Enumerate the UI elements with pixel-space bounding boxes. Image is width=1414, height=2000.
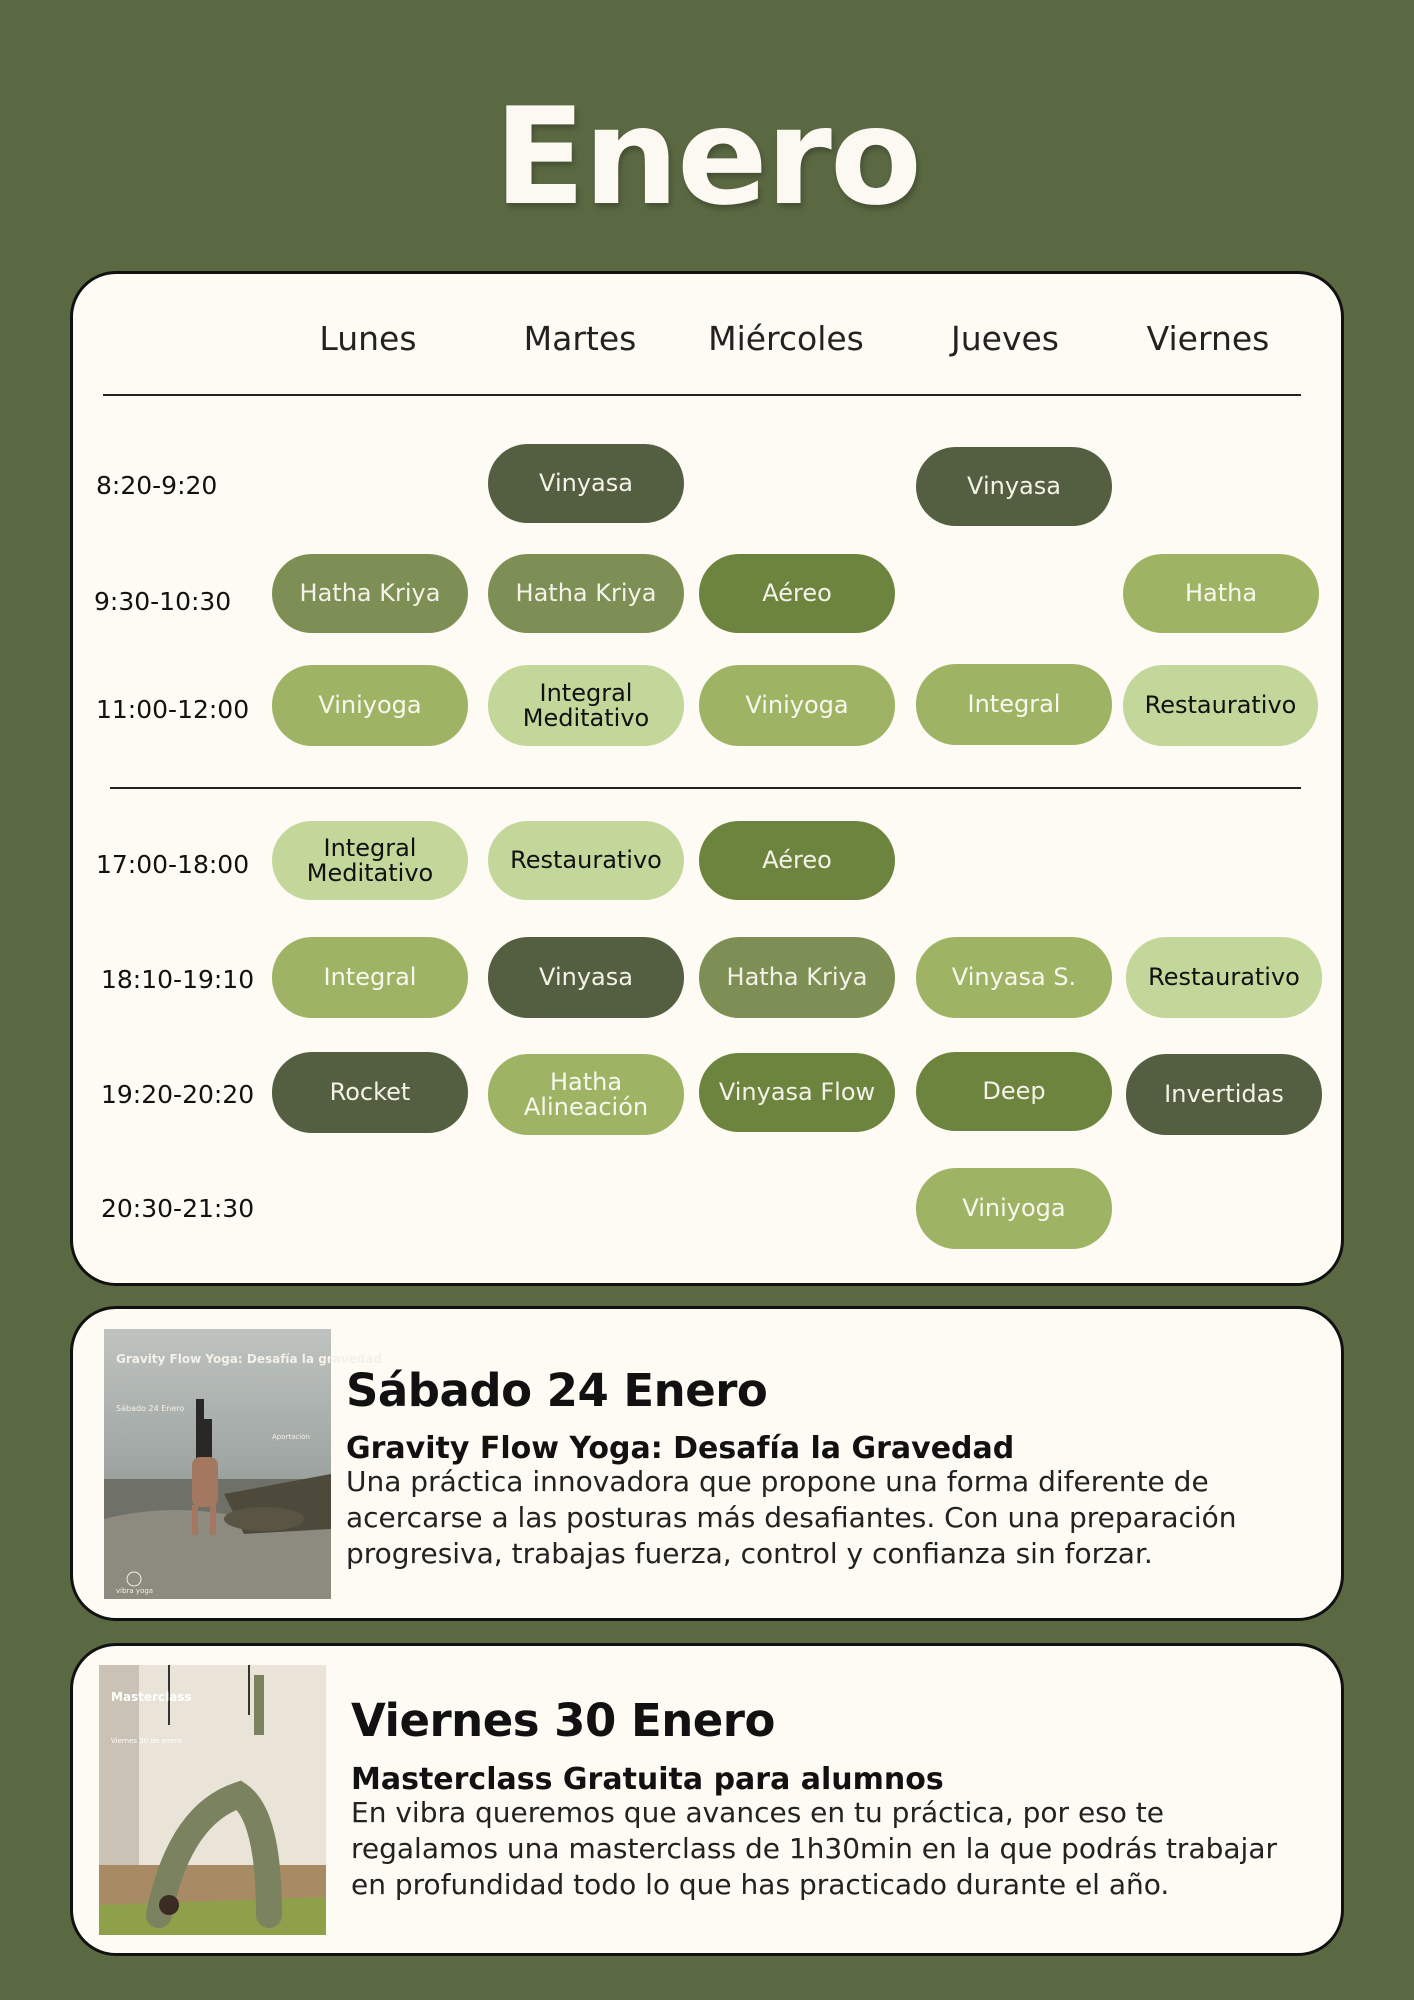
event-poster-image	[99, 1665, 326, 1935]
time-slot: 11:00-12:00	[96, 695, 250, 724]
poster-brand: vibra yoga	[116, 1587, 154, 1595]
class-aereo[interactable]: Aéreo	[699, 821, 895, 900]
poster-date: Sábado 24 Enero	[116, 1404, 185, 1413]
class-viniyoga[interactable]: Viniyoga	[699, 665, 895, 746]
time-slot: 17:00-18:00	[96, 850, 250, 879]
class-vinyasa[interactable]: Vinyasa	[488, 444, 684, 523]
event-subtitle: Gravity Flow Yoga: Desafía la Gravedad	[346, 1431, 1015, 1466]
class-deep[interactable]: Deep	[916, 1052, 1112, 1131]
page-title: Enero	[494, 79, 920, 235]
day-header-miercoles: Miércoles	[708, 319, 864, 358]
event-subtitle: Masterclass Gratuita para alumnos	[351, 1762, 944, 1797]
class-restaurativo[interactable]: Restaurativo	[1126, 937, 1322, 1018]
time-slot: 18:10-19:10	[101, 965, 255, 994]
class-rocket[interactable]: Rocket	[272, 1052, 468, 1133]
day-header-martes: Martes	[523, 319, 637, 358]
class-aereo[interactable]: Aéreo	[699, 554, 895, 633]
class-integral[interactable]: Integral	[272, 937, 468, 1018]
class-hatha[interactable]: Hatha	[1123, 554, 1319, 633]
class-integral-meditativo[interactable]: Integral Meditativo	[272, 821, 468, 900]
class-hatha-kriya[interactable]: Hatha Kriya	[272, 554, 468, 633]
time-slot: 8:20-9:20	[96, 471, 218, 500]
schedule-card	[70, 271, 1344, 1286]
event-date-heading: Viernes 30 Enero	[351, 1694, 775, 1747]
time-slot: 9:30-10:30	[94, 587, 232, 616]
class-hatha-kriya[interactable]: Hatha Kriya	[488, 554, 684, 633]
day-header-viernes: Viernes	[1146, 319, 1270, 358]
event-card-masterclass[interactable]	[70, 1643, 1344, 1956]
event-card-gravity-flow[interactable]	[70, 1306, 1344, 1621]
day-header-jueves: Jueves	[951, 319, 1059, 358]
time-slot: 19:20-20:20	[101, 1080, 255, 1109]
poster-price-label: Aportación	[272, 1433, 310, 1441]
poster-title: Gravity Flow Yoga: Desafía la gravedad	[116, 1352, 383, 1366]
class-hatha-kriya[interactable]: Hatha Kriya	[699, 937, 895, 1018]
class-vinyasa-flow[interactable]: Vinyasa Flow	[699, 1053, 895, 1132]
class-vinyasa-s[interactable]: Vinyasa S.	[916, 937, 1112, 1018]
event-description: En vibra queremos que avances en tu práctica, por eso te regalamos una masterclass de 1h30min en la que podrás trabajar en profundidad todo lo que has practicado durante el año.	[351, 1796, 1277, 1901]
class-invertidas[interactable]: Invertidas	[1126, 1054, 1322, 1135]
class-hatha-alineacion[interactable]: Hatha Alineación	[488, 1054, 684, 1135]
class-vinyasa[interactable]: Vinyasa	[916, 447, 1112, 526]
event-poster-image	[104, 1329, 383, 1599]
class-vinyasa[interactable]: Vinyasa	[488, 937, 684, 1018]
class-integral[interactable]: Integral	[916, 664, 1112, 745]
class-restaurativo[interactable]: Restaurativo	[1123, 665, 1318, 746]
poster-date: Viernes 30 de enero	[111, 1737, 182, 1745]
event-description: Una práctica innovadora que propone una forma diferente de acercarse a las posturas más desafiantes. Con una preparación progresiva, trabajas fuerza, control y confianza sin forzar.	[346, 1465, 1237, 1570]
class-viniyoga[interactable]: Viniyoga	[916, 1168, 1112, 1249]
class-integral-meditativo[interactable]: Integral Meditativo	[488, 665, 684, 746]
class-viniyoga[interactable]: Viniyoga	[272, 665, 468, 746]
time-slot: 20:30-21:30	[101, 1194, 255, 1223]
event-date-heading: Sábado 24 Enero	[346, 1364, 768, 1417]
poster-title: Masterclass	[111, 1690, 192, 1704]
midday-divider	[110, 787, 1301, 789]
class-restaurativo[interactable]: Restaurativo	[488, 821, 684, 900]
header-divider	[103, 394, 1301, 396]
day-header-lunes: Lunes	[319, 319, 417, 358]
